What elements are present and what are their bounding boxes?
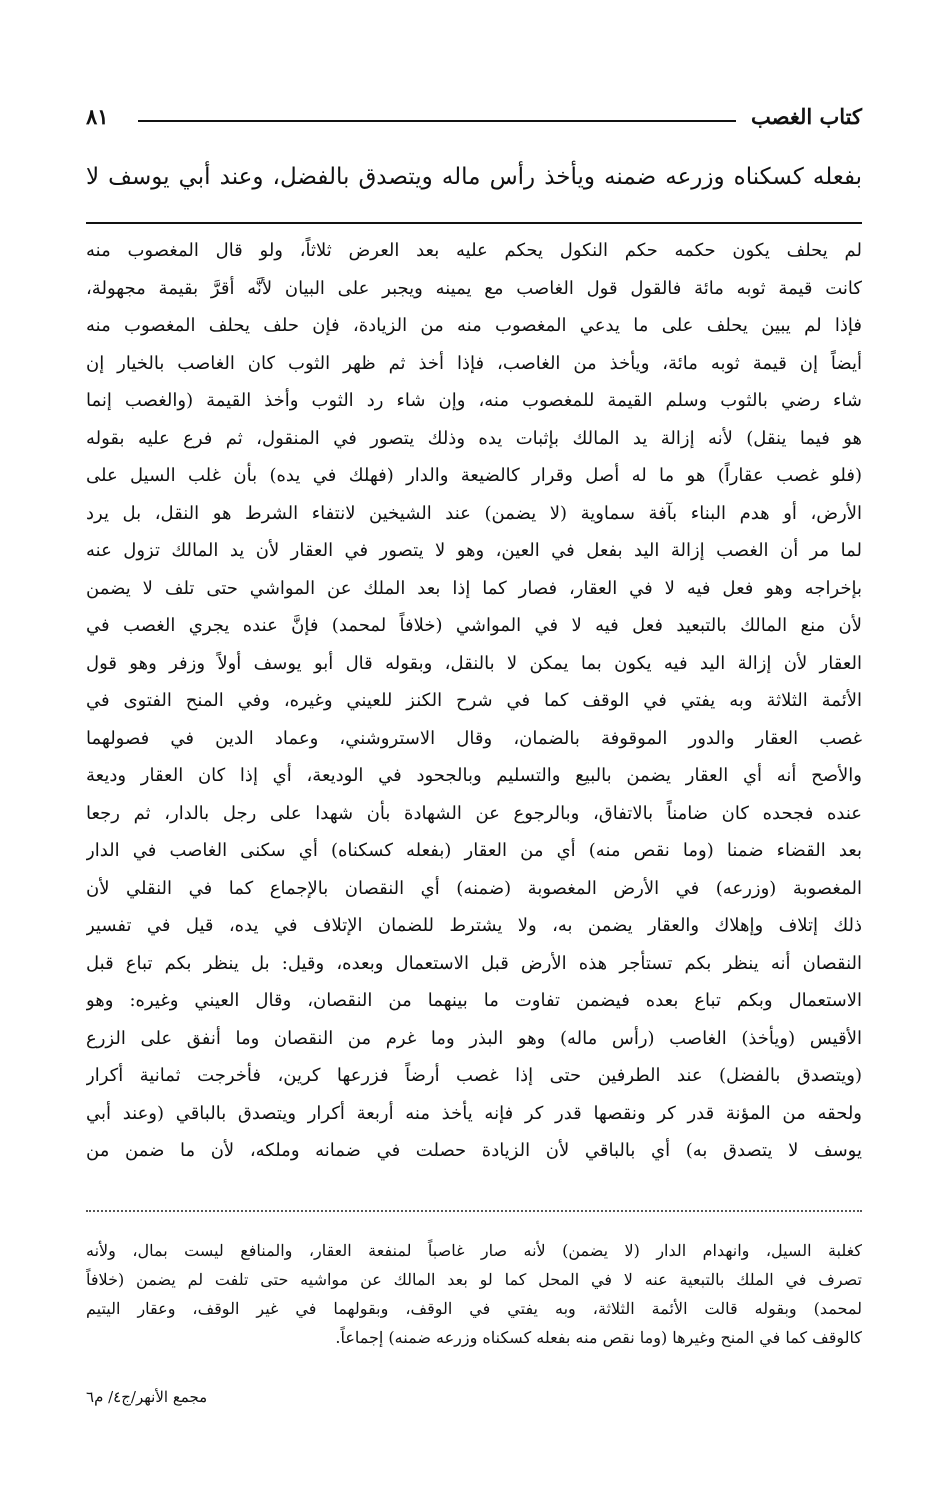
commentary-line: أيضاً إن قيمة ثوبه مائة، ويأخذ من الغاصب، فإذا أخذ ثم ظهر الثوب كان الغاصب بالخيار إن <box>86 352 862 374</box>
commentary-line: هو فيما ينقل) لأنه إزالة يد المالك بإثبات يده وذلك يتصور في المنقول، ثم فرع عليه بقوله <box>86 427 862 449</box>
commentary-line: فإذا لم يبين يحلف على ما يدعي المغصوب منه من الزيادة، فإن حلف يحلف المغصوب منه <box>86 315 862 336</box>
page-number: ٨١ <box>86 104 109 129</box>
page-header <box>86 104 862 138</box>
footnote-line: كالوقف كما في المنح وغيرها (وما نقص منه بفعله كسكناه وزرعه ضمنه) إجماعاً. <box>335 1328 862 1347</box>
main-text-divider <box>86 222 862 224</box>
commentary-line: بعد القضاء ضمنا (وما نقص منه) أي من العقار (بفعله كسكناه) أي سكنى الغاصب في الدار <box>86 840 862 861</box>
commentary-line: عنده فجحده كان ضامناً بالاتفاق، وبالرجوع عن الشهادة بأن شهدا على رجل بالدار، ثم رجعا <box>86 802 862 824</box>
chapter-title: كتاب الغصب <box>750 104 862 129</box>
footnote-line: لمحمد) وبقوله قالت الأئمة الثلاثة، وبه يفتي في الوقف، وبقولهما في غير الوقف، وعقار اليتيم <box>86 1299 862 1318</box>
commentary-line: لم يحلف يكون حكمه حكم النكول يحكم عليه بعد العرض ثلاثاً، ولو قال المغصوب منه <box>86 240 862 261</box>
main-text: بفعله كسكناه وزرعه ضمنه ويأخذ رأس ماله ويتصدق بالفضل، وعند أبي يوسف لا <box>86 164 862 190</box>
footnote-line: كغلبة السيل، وانهدام الدار (لا يضمن) لأنه صار غاصباً لمنفعة العقار، والمنافع ليست بمال، ولأنه <box>86 1241 862 1260</box>
commentary-line: الأرض، أو هدم البناء بآفة سماوية (لا يضمن) عند الشيخين لانتفاء الشرط هو النقل، بل يرد <box>86 502 862 524</box>
commentary-line: غصب العقار والدور الموقوفة بالضمان، وقال الاستروشني، وعماد الدين في فصولهما <box>86 727 862 749</box>
commentary-line: يوسف لا يتصدق به) أي بالباقي لأن الزيادة حصلت في ضمانه وملكه، لأن ما ضمن من <box>86 1140 862 1161</box>
commentary-line: الأقيس (ويأخذ) الغاصب (رأس ماله) وهو البذر وما غرم من النقصان وما أنفق على الزرع <box>86 1027 862 1049</box>
commentary-line: (ويتصدق بالفضل) عند الطرفين حتى إذا غصب أرضاً فزرعها كرين، فأخرجت ثمانية أكرار <box>86 1065 862 1086</box>
commentary-line: كانت قيمة ثوبه مائة فالقول قول الغاصب مع يمينه ويجبر على البيان لأنَّه أقرَّ بقيمة مجهولة، <box>86 277 862 299</box>
commentary-line: المغصوبة (وزرعه) في الأرض المغصوبة (ضمنه) أي النقصان بالإجماع كما في النقلي لأن <box>86 877 862 899</box>
commentary-line: لما مر أن الغصب إزالة اليد بفعل في العين، وهو لا يتصور في العقار لأن يد المالك تزول عنه <box>86 540 862 561</box>
commentary-line: العقار لأن إزالة اليد فيه يكون بما يمكن لا بالنقل، وبقوله قال أبو يوسف أولاً وزفر وهو قول <box>86 652 862 674</box>
commentary-line: ولحقه من المؤنة قدر كر ونقصها قدر كر فإنه يأخذ منه أربعة أكرار ويتصدق بالباقي (وعند أبي <box>86 1102 862 1124</box>
commentary-line: (فلو غصب عقاراً) هو ما له أصل وقرار كالضيعة والدار (فهلك في يده) بأن غلب السيل على <box>86 465 862 486</box>
footnote-line: تصرف في الملك بالتبعية عنه لا في المحل كما لو بعد المالك عن مواشيه حتى تلفت لم يضمن (خلافاً <box>86 1270 862 1289</box>
commentary-line: بإخراجه وهو فعل فيه لا في العقار، فصار كما إذا بعد الملك عن المواشي حتى تلف لا يضمن <box>86 577 862 599</box>
commentary-line: لأن منع المالك بالتبعيد فعل فيه لا في المواشي (خلافاً لمحمد) فإنَّ عنده يجري الغصب في <box>86 615 862 636</box>
commentary-line: الأئمة الثلاثة وبه يفتي في الوقف كما في شرح الكنز للعيني وغيره، وفي المنح الفتوى في <box>86 690 862 711</box>
commentary-line: النقصان أنه ينظر بكم تستأجر هذه الأرض قبل الاستعمال وبعده، وقيل: بل ينظر بكم تباع قبل <box>86 952 862 974</box>
footnote-block <box>86 1236 862 1352</box>
footnote-separator <box>86 1210 862 1222</box>
commentary-line: والأصح أنه أي العقار يضمن بالبيع والتسليم وبالجحود في الوديعة، أي إذا كان العقار وديعة <box>86 765 862 786</box>
commentary-line: الاستعمال وبكم تباع بعده فيضمن تفاوت ما بينهما من النقصان، وقال العيني وغيره: وهو <box>86 990 862 1011</box>
printer-signature: مجمع الأنهر/ج٤/ م٦ <box>86 1388 208 1406</box>
commentary-line: ذلك إتلاف وإهلاك والعقار يضمن به، ولا يشترط للضمان الإتلاف في يده، قيل في تفسير <box>86 915 862 936</box>
header-rule <box>138 120 736 122</box>
commentary-block <box>86 232 862 1170</box>
commentary-line: شاء رضي بالثوب وسلم القيمة للمغصوب منه، وإن شاء رد الثوب وأخذ القيمة (والغصب إنما <box>86 390 862 411</box>
